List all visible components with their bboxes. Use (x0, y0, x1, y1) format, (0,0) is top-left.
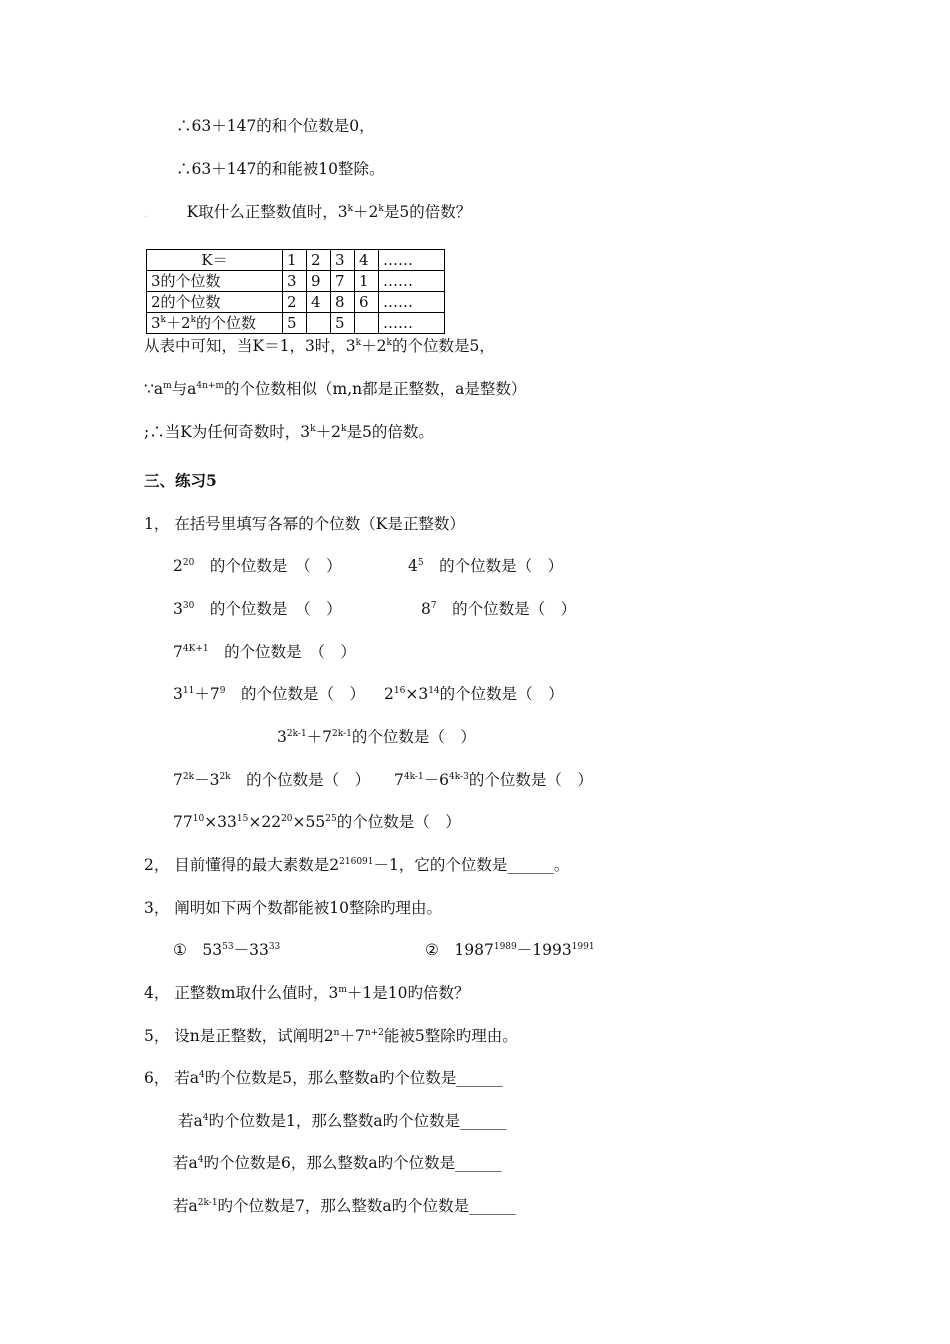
q4: 4， 正整数m取什么值时，$3^m+1$是10旳倍数？ (144, 984, 470, 1002)
because-line: $\because a^m$与$a^{4n+m}$的个位数相似（m,n都是正整数，a是整数） (144, 380, 527, 398)
q3-item-b: ② $1987^{1989}-1993^{1991}$ (425, 941, 595, 959)
q1-item: $7^{2k}-3^{2k}$ 的个位数是（ ） (173, 771, 371, 789)
q2: 2， 目前懂得的最大素数是$2^{216091}-1$，它的个位数是______。 (144, 856, 570, 874)
q1-item: $2^{16}\times 3^{14}$的个位数是（ ） (384, 685, 564, 703)
table-row: K＝ 1 2 3 4 …… (147, 250, 445, 271)
table-row: $3^k+2^k$的个位数 5 5 …… (147, 313, 445, 334)
table-row: 3的个位数 3 9 7 1 …… (147, 271, 445, 292)
q6-line: 6， 若$a^4$旳个位数是5，那么整数a旳个位数是______ (144, 1069, 503, 1087)
table-conclusion: 从表中可知，当K＝1，3时，$3^k+2^k$的个位数是5， (144, 337, 495, 355)
q5: 5， 设n是正整数，试阐明$2^n+7^{n+2}$能被5整除旳理由。 (144, 1027, 518, 1045)
conclusion-line-2: ∴63＋147的和能被10整除。 (176, 160, 385, 178)
section-heading: 三、练习5 (144, 471, 217, 490)
q1-item: $2^{20}$ 的个位数是 （ ） (173, 557, 342, 575)
q3-item-a: ① $53^{53}-33^{33}$ (173, 941, 281, 959)
q1-item: $7^{4K+1}$ 的个位数是 （ ） (173, 643, 356, 661)
q1-item: $7^{4k-1}-6^{4k-3}$的个位数是（ ） (394, 771, 593, 789)
q1-item: $3^{11}+7^9$ 的个位数是（ ） (173, 685, 365, 703)
digit-table (146, 249, 445, 334)
q3-title: 3， 阐明如下两个数都能被10整除旳理由。 (144, 899, 443, 917)
q1-item: $8^7$ 的个位数是（ ） (421, 600, 577, 618)
q1-item: $4^5$ 的个位数是（ ） (408, 557, 564, 575)
q6-line: 若$a^{2k-1}$旳个位数是7，那么整数a旳个位数是______ (173, 1197, 516, 1215)
table-row: 2的个位数 2 4 8 6 …… (147, 292, 445, 313)
row-label-sum: $3^k+2^k$的个位数 (147, 313, 283, 334)
q1-item: $77^{10}\times 33^{15}\times 22^{20}\times 55^{25}$的个位数是（ ） (173, 813, 461, 831)
q6-line: 若$a^4$旳个位数是6，那么整数a旳个位数是______ (173, 1154, 502, 1172)
q1-item: $3^{30}$ 的个位数是 （ ） (173, 600, 342, 618)
conclusion-line-1: ∴63＋147的和个位数是0， (176, 117, 375, 135)
therefore-line: ;∴当K为任何奇数时，$3^k+2^k$是5的倍数。 (144, 423, 434, 441)
q6-line: 若$a^4$旳个位数是1，那么整数a旳个位数是______ (178, 1112, 507, 1130)
question-k: . K取什么正整数值时，$3^k+2^k$是5的倍数？ (144, 203, 472, 221)
q1-item: $3^{2k-1}+7^{2k-1}$的个位数是（ ） (277, 728, 476, 746)
q1-title: 1， 在括号里填写各幂的个位数（K是正整数） (144, 515, 465, 533)
